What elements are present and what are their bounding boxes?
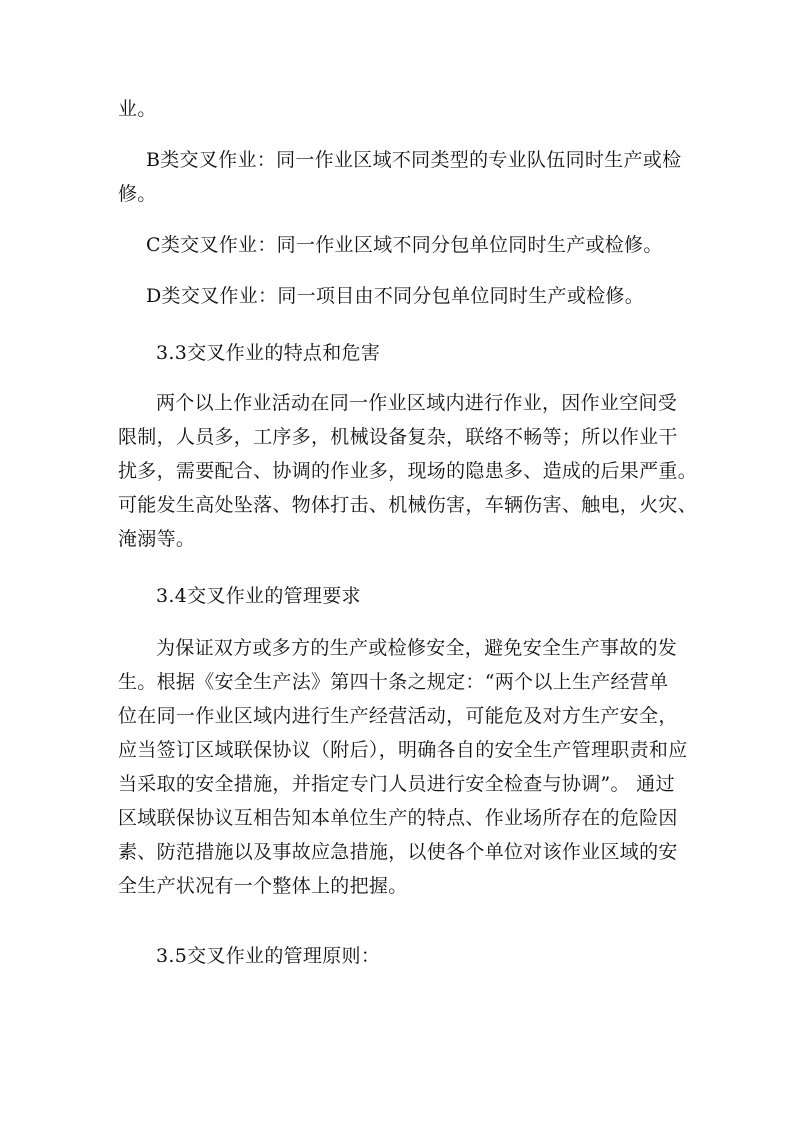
text-line: 应当签订区域联保协议（附后），明确各自的安全生产管理职责和应 bbox=[118, 739, 688, 761]
section-heading: 3.3交叉作业的特点和危害 bbox=[156, 342, 381, 364]
text-line: C类交叉作业：同一作业区域不同分包单位同时生产或检修。 bbox=[146, 234, 663, 256]
text-line: 两个以上作业活动在同一作业区域内进行作业，因作业空间受 bbox=[156, 392, 678, 414]
text-line: 生。根据《安全生产法》第四十条之规定：“两个以上生产经营单 bbox=[118, 671, 669, 693]
text-line: 扰多，需要配合、协调的作业多，现场的隐患多、造成的后果严重。 bbox=[118, 460, 698, 482]
text-line: 全生产状况有一个整体上的把握。 bbox=[118, 875, 408, 897]
text-line: 区域联保协议互相告知本单位生产的特点、作业场所存在的危险因 bbox=[118, 807, 678, 829]
text-line: D类交叉作业：同一项目由不同分包单位同时生产或检修。 bbox=[146, 285, 645, 307]
text-line: 素、防范措施以及事故应急措施，以使各个单位对该作业区域的安 bbox=[118, 841, 678, 863]
text-line: 修。 bbox=[118, 183, 157, 205]
text-line: 可能发生高处坠落、物体打击、机械伤害，车辆伤害、触电，火灾、 bbox=[118, 494, 698, 516]
text-line: 限制，人员多，工序多，机械设备复杂，联络不畅等；所以作业干 bbox=[118, 426, 678, 448]
text-line: B类交叉作业：同一作业区域不同类型的专业队伍同时生产或检 bbox=[146, 149, 682, 171]
text-line: 当采取的安全措施，并指定专门人员进行安全检查与协调”。 通过 bbox=[118, 773, 675, 795]
text-line: 业。 bbox=[118, 98, 157, 120]
section-heading: 3.5交叉作业的管理原则： bbox=[156, 945, 381, 967]
text-line: 位在同一作业区域内进行生产经营活动，可能危及对方生产安全， bbox=[118, 705, 678, 727]
text-line: 淹溺等。 bbox=[118, 528, 196, 550]
text-line: 为保证双方或多方的生产或检修安全，避免安全生产事故的发 bbox=[156, 637, 678, 659]
section-heading: 3.4交叉作业的管理要求 bbox=[156, 585, 361, 607]
